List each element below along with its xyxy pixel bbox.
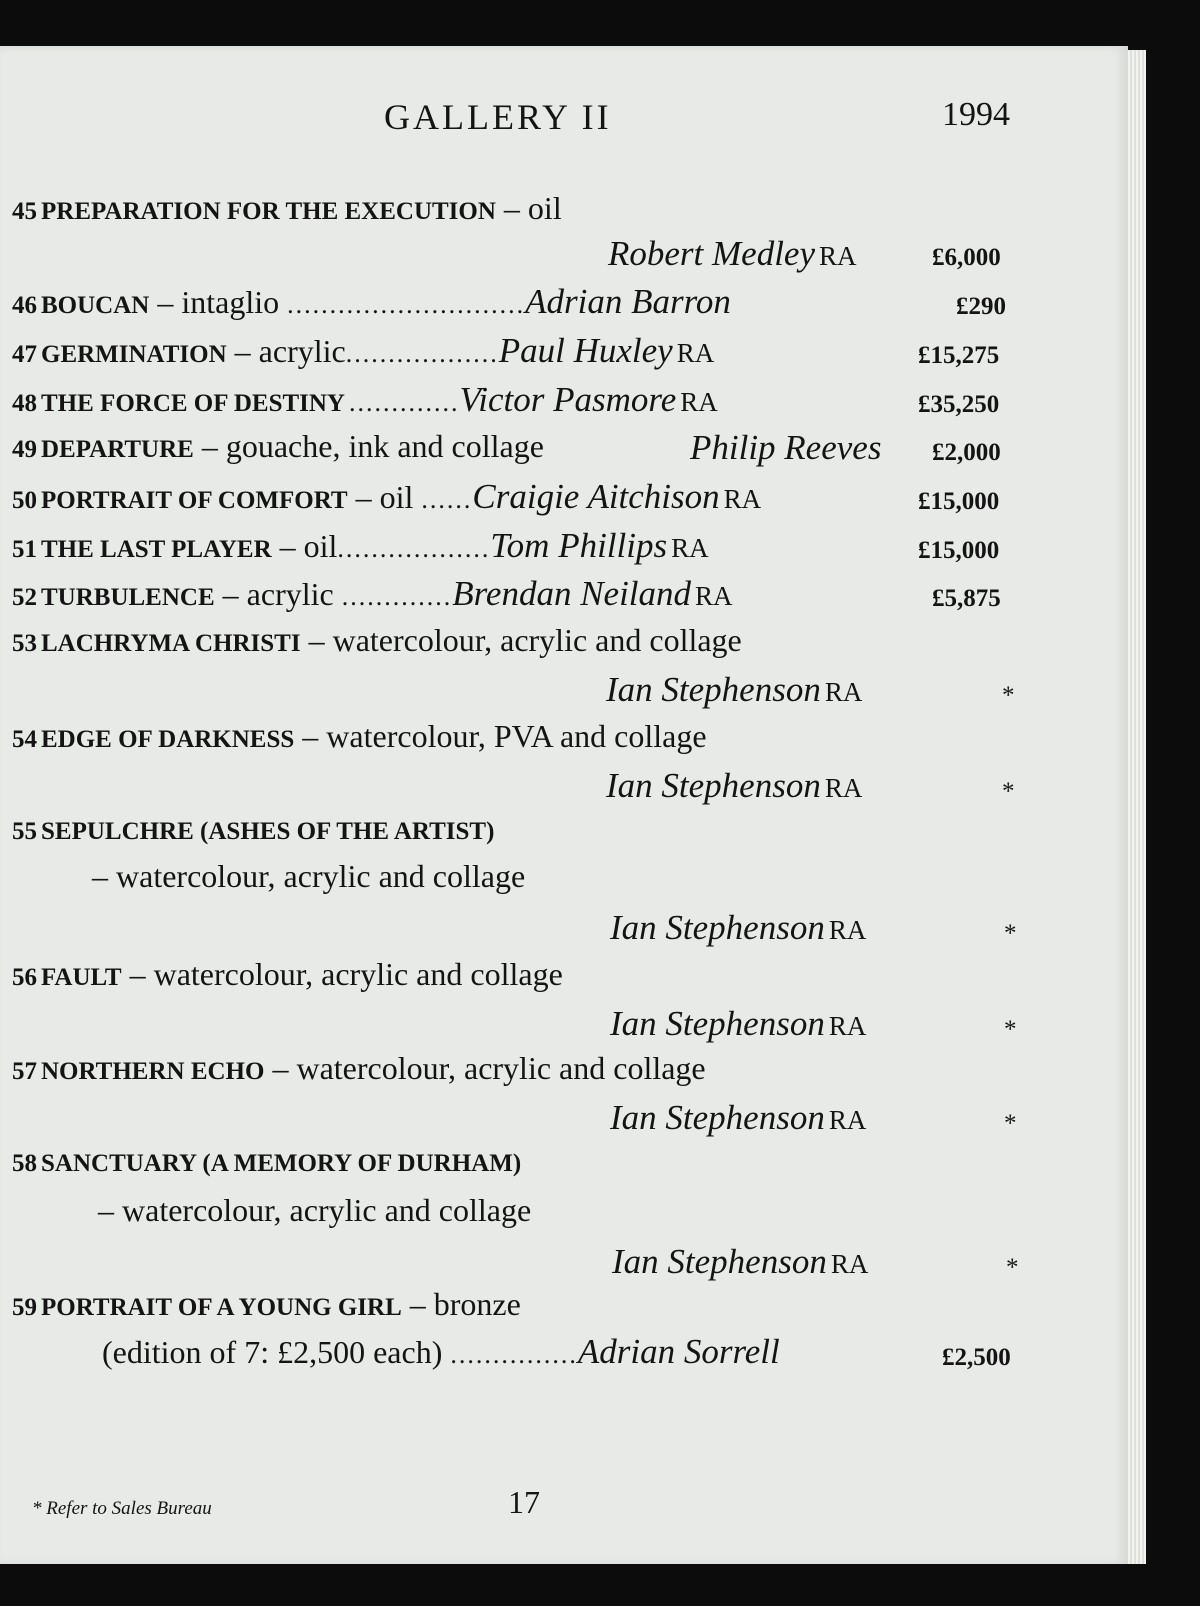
- refer-marker: *: [1004, 920, 1017, 947]
- entry-title: PREPARATION FOR THE EXECUTION: [41, 198, 496, 225]
- entry-57-line2: [610, 1098, 866, 1138]
- entry-artist: Paul Huxley: [498, 331, 673, 370]
- entry-ra: RA: [695, 581, 733, 611]
- entry-artist: Robert Medley: [608, 234, 815, 273]
- entry-number: 53: [12, 630, 37, 657]
- entry-price: £15,275: [918, 342, 1000, 369]
- leader-dots: ..................: [345, 339, 499, 368]
- refer-marker: *: [1004, 1016, 1017, 1043]
- entry-ra: RA: [830, 1249, 869, 1279]
- entry-medium: – watercolour, acrylic and collage: [264, 1050, 706, 1086]
- refer-marker: *: [1004, 1110, 1017, 1137]
- entry-title: LACHRYMA CHRISTI: [41, 630, 301, 657]
- entry-price: £2,000: [932, 439, 1001, 466]
- entry-number: 46: [12, 292, 37, 319]
- entry-medium: – oil: [271, 528, 338, 564]
- entry-medium: – watercolour, PVA and collage: [294, 718, 707, 754]
- entry-47-line1: [12, 331, 714, 371]
- entry-medium: – watercolour, acrylic and collage: [300, 622, 742, 658]
- entry-54-line1: [12, 718, 707, 755]
- entry-title: DEPARTURE: [41, 436, 194, 463]
- entry-number: 54: [12, 726, 37, 753]
- entry-49-line1: [12, 428, 544, 465]
- entry-title: TURBULENCE: [41, 584, 215, 611]
- entry-ra: RA: [671, 533, 709, 563]
- entry-ra: RA: [828, 1105, 867, 1135]
- entry-title: PORTRAIT OF COMFORT: [41, 487, 348, 514]
- entry-artist: Adrian Barron: [525, 282, 731, 321]
- entry-price: £15,000: [918, 537, 1000, 564]
- entry-ra: RA: [828, 915, 867, 945]
- refer-marker: *: [1006, 1254, 1019, 1281]
- entry-ra: RA: [723, 484, 762, 514]
- refer-marker: *: [1002, 682, 1015, 709]
- entry-number: 50: [12, 487, 37, 514]
- entry-51-line1: [12, 526, 709, 566]
- entry-53-line1: [12, 622, 742, 659]
- entry-artist: Ian Stephenson: [610, 1004, 825, 1043]
- entry-53-line2: [606, 670, 862, 710]
- entry-55-line3: [610, 908, 866, 948]
- entry-title: THE FORCE OF DESTINY: [41, 390, 345, 417]
- entry-59-line1: [12, 1286, 521, 1323]
- entry-ra: RA: [824, 773, 863, 803]
- entry-artist: Ian Stephenson: [612, 1242, 827, 1281]
- leader-dots: ..................: [337, 534, 491, 563]
- entry-price: £2,500: [942, 1344, 1011, 1371]
- leader-dots: ...............: [450, 1340, 578, 1369]
- entry-artist: Tom Phillips: [490, 526, 668, 565]
- entry-medium: – watercolour, acrylic and collage: [98, 1192, 532, 1228]
- entry-46-line1: [12, 282, 731, 322]
- year: 1994: [942, 96, 1010, 133]
- entry-45-line2: [608, 234, 857, 274]
- leader-dots: .............: [341, 582, 453, 611]
- footnote: * Refer to Sales Bureau: [32, 1498, 212, 1519]
- entry-medium: – oil: [347, 479, 422, 515]
- entry-medium: – intaglio: [149, 284, 288, 320]
- entry-ra: RA: [828, 1011, 867, 1041]
- entry-title: THE LAST PLAYER: [41, 536, 272, 563]
- entry-medium: – watercolour, acrylic and collage: [92, 858, 526, 894]
- entry-price: £35,250: [918, 391, 1000, 418]
- entry-artist: Adrian Sorrell: [577, 1332, 780, 1371]
- entry-medium: – oil: [495, 190, 562, 226]
- entry-number: 55: [12, 818, 37, 845]
- entry-title: GERMINATION: [41, 341, 227, 368]
- entry-title: BOUCAN: [41, 292, 150, 319]
- entry-price: £6,000: [932, 244, 1001, 271]
- entry-artist: Ian Stephenson: [606, 670, 821, 709]
- entry-medium: – acrylic: [226, 333, 346, 369]
- entry-title: NORTHERN ECHO: [41, 1058, 265, 1085]
- entry-title: FAULT: [41, 964, 122, 991]
- entry-medium: – watercolour, acrylic and collage: [121, 956, 563, 992]
- entry-number: 51: [12, 536, 37, 563]
- entry-artist: Ian Stephenson: [610, 1098, 825, 1137]
- entry-price: £5,875: [932, 585, 1001, 612]
- entry-artist: Victor Pasmore: [459, 380, 677, 419]
- gallery-title: GALLERY II: [384, 97, 612, 137]
- entry-artist: Ian Stephenson: [606, 766, 821, 805]
- entry-number: 45: [12, 198, 37, 225]
- page-edge: [1128, 50, 1146, 1564]
- entry-artist: Brendan Neiland: [452, 574, 692, 613]
- entry-medium: – bronze: [401, 1286, 521, 1322]
- entry-number: 47: [12, 341, 37, 368]
- entry-56-line1: [12, 956, 563, 993]
- entry-number: 59: [12, 1294, 37, 1321]
- entry-title: EDGE OF DARKNESS: [41, 726, 295, 753]
- entry-number: 56: [12, 964, 37, 991]
- entry-title: PORTRAIT OF A YOUNG GIRL: [41, 1294, 402, 1321]
- entry-price: £290: [956, 293, 1006, 320]
- entry-ra: RA: [819, 241, 857, 271]
- entry-artist: Craigie Aitchison: [472, 477, 720, 516]
- entry-57-line1: [12, 1050, 706, 1087]
- entry-54-line2: [606, 766, 862, 806]
- leader-dots: ............................: [287, 290, 526, 319]
- entry-48-line1: [12, 380, 718, 420]
- entry-number: 49: [12, 436, 37, 463]
- entry-number: 57: [12, 1058, 37, 1085]
- entry-50-line1: [12, 477, 761, 517]
- entry-55-line1: [12, 818, 494, 846]
- entry-price: £15,000: [918, 488, 1000, 515]
- entry-56-line2: [610, 1004, 866, 1044]
- entry-52-line1: [12, 574, 733, 614]
- entry-number: 48: [12, 390, 37, 417]
- entry-58-line3: [612, 1242, 868, 1282]
- leader-dots: ......: [421, 485, 473, 514]
- entry-45-line1: [12, 190, 562, 227]
- entry-artist: Ian Stephenson: [610, 908, 825, 947]
- entry-medium: – acrylic: [214, 576, 342, 612]
- entry-edition: (edition of 7: £2,500 each): [102, 1334, 451, 1370]
- entry-ra: RA: [680, 387, 718, 417]
- entry-58-line1: [12, 1150, 521, 1178]
- entry-medium: – gouache, ink and collage: [193, 428, 544, 464]
- entry-ra: RA: [824, 677, 863, 707]
- page-number: 17: [508, 1484, 540, 1520]
- refer-marker: *: [1002, 778, 1015, 805]
- entry-title: SEPULCHRE (ASHES OF THE ARTIST): [41, 818, 495, 845]
- entry-number: 52: [12, 584, 37, 611]
- leader-dots: .............: [348, 388, 460, 417]
- entry-59-line2: [102, 1332, 780, 1372]
- entry-ra: RA: [676, 338, 715, 368]
- entry-artist: Philip Reeves: [690, 428, 882, 467]
- entry-49-artist: [690, 428, 881, 468]
- entry-number: 58: [12, 1150, 37, 1177]
- entry-title: SANCTUARY (A MEMORY OF DURHAM): [41, 1150, 522, 1177]
